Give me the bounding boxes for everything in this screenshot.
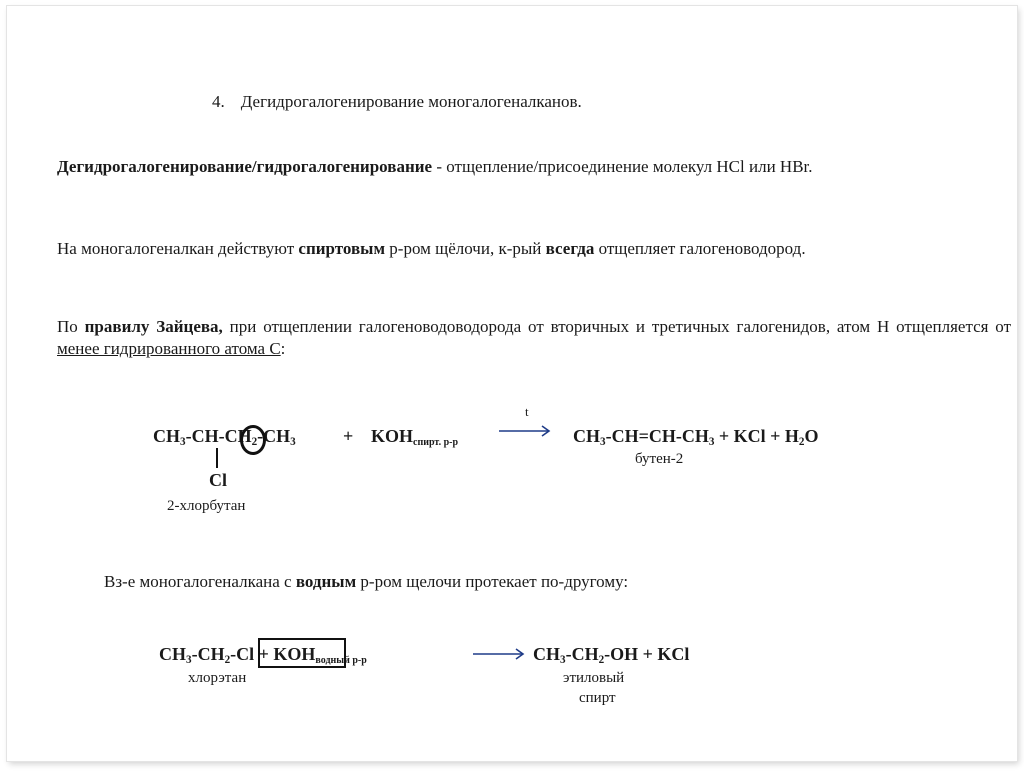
r1-sub-3b: 3 [290, 435, 296, 448]
product1-name: бутен-2 [635, 451, 684, 467]
highlight-circle [240, 425, 266, 455]
p2-oh-kcl: -OH + KCl [604, 644, 690, 664]
reaction1-arrow-icon [499, 424, 551, 438]
definition-paragraph [57, 156, 947, 178]
r1-sub-3: 3 [180, 435, 186, 448]
reactant1-name: 2-хлорбутан [167, 498, 246, 514]
p1-o: O [804, 426, 819, 446]
p1-sub-3: 3 [600, 435, 606, 448]
aqueous-text-2: р-ром щелочи протекает по-другому: [356, 572, 629, 591]
reagent-text-3: отщепляет галогеноводород. [594, 239, 806, 258]
p1-ch: CH [573, 426, 600, 446]
aqueous-paragraph [104, 571, 1004, 593]
r1-koh-sub: спирт. р-р [413, 437, 459, 448]
reaction1-products [573, 426, 819, 448]
reagent-text-1: На моногалогеналкан действуют [57, 239, 299, 258]
highlight-box [258, 638, 346, 668]
zaitsev-text-1: По [57, 317, 85, 336]
reagent-text-2: р-ром щёлочи, к-рый [385, 239, 546, 258]
heading-text: Дегидрогалогенирование моногалогеналканов. [240, 92, 582, 111]
reaction1-condition: t [525, 404, 529, 419]
r2-koh-sub: водный р-р [315, 655, 367, 666]
zaitsev-text-3: : [280, 339, 286, 358]
r2-cl-koh: -Cl + KOH [230, 644, 316, 664]
zaitsev-text-2: при отщеплении галогеноводоводорода от вторичных и третичных галогенидов, атом Н отщепляется от [222, 317, 1011, 336]
r2-sub-3: 3 [186, 653, 192, 666]
reaction1-reagent [371, 426, 458, 448]
zaitsev-paragraph [57, 316, 1011, 360]
substituent-cl: Cl [209, 470, 227, 490]
aqueous-text-1: Вз-е моногалогеналкана с [104, 572, 296, 591]
p2-ch: CH [533, 644, 560, 664]
reactant2-name: хлорэтан [188, 670, 247, 686]
reagent-paragraph [57, 238, 1011, 260]
p1-kcl: + KCl + H [714, 426, 799, 446]
reaction1-reactants [153, 426, 296, 448]
r2-ch: CH [159, 644, 186, 664]
definition-text: - отщепление/присоединение молекул HCl или HBr. [432, 157, 813, 176]
slide [7, 6, 1017, 761]
r2-ch2: -CH [191, 644, 225, 664]
zaitsev-underlined: менее гидрированного атома С [57, 339, 281, 358]
p2-sub-3: 3 [560, 653, 566, 666]
p2-sub-2: 2 [598, 653, 605, 666]
section-heading [212, 92, 582, 112]
p2-ch2: -CH [565, 644, 599, 664]
reaction2-arrow-icon [473, 647, 525, 661]
product2-name-2: спирт [579, 690, 616, 706]
reaction1-plus: + [343, 426, 354, 446]
zaitsev-rule-name: правилу Зайцева, [84, 317, 223, 336]
p1-sub-2: 2 [798, 435, 805, 448]
reaction2-products [533, 644, 689, 666]
definition-term: Дегидрогалогенирование/гидрогалогенирование [57, 157, 433, 176]
heading-number: 4. [212, 92, 225, 111]
p1-sub-3b: 3 [708, 435, 715, 448]
aqueous-bold: водным [295, 572, 357, 591]
product2-name-1: этиловый [563, 670, 625, 686]
reagent-bold-1: спиртовым [298, 239, 386, 258]
r1-ch-ch: -CH-CH [185, 426, 252, 446]
bond-line [216, 448, 218, 468]
r1-ch-end: -CH [257, 426, 291, 446]
r2-sub-2: 2 [224, 653, 231, 666]
p1-ch-ch: -CH=CH-CH [605, 426, 709, 446]
r1-sub-2: 2 [251, 435, 258, 448]
reagent-bold-2: всегда [545, 239, 595, 258]
r1-koh: KOH [371, 426, 414, 446]
r1-ch: CH [153, 426, 180, 446]
